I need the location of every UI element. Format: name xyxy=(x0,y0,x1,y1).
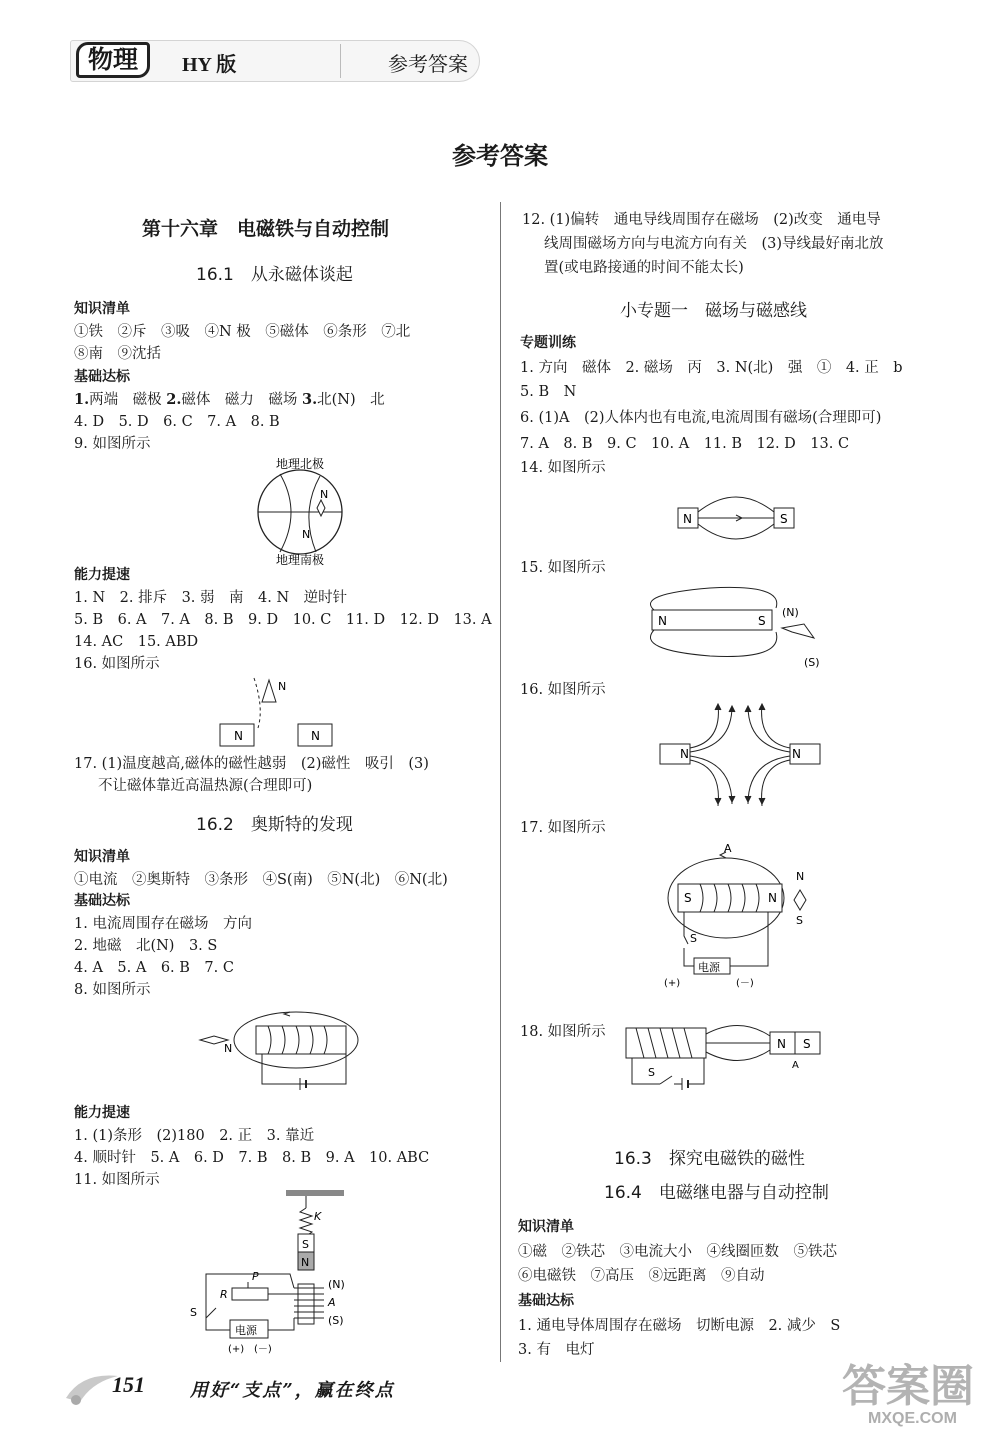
fig-label: S xyxy=(190,1306,197,1319)
fig-label: (N) xyxy=(782,606,799,619)
answer-line: 4. A 5. A 6. B 7. C xyxy=(74,960,234,976)
training-heading: 专题训练 xyxy=(520,335,576,351)
section-16-3-title: 16.3 探究电磁铁的磁性 xyxy=(614,1149,805,1169)
ability-heading: 能力提速 xyxy=(74,567,130,583)
figure-spring-circuit xyxy=(190,1190,370,1360)
figure-16-field xyxy=(660,702,830,812)
fig-label: S xyxy=(690,932,697,945)
q-number: 3. xyxy=(302,391,318,408)
answer-text: 两端 磁极 xyxy=(89,392,162,408)
answer-line: 3. 有 电灯 xyxy=(518,1342,595,1358)
fig-label: S xyxy=(758,614,766,628)
fig-label: 地理南极 xyxy=(275,553,325,567)
knowledge-list-heading: 知识清单 xyxy=(74,301,130,317)
answer-line xyxy=(74,388,385,409)
fig-label: (N) xyxy=(328,1278,345,1291)
fig-label: N xyxy=(311,729,320,743)
fig-label: N xyxy=(796,870,805,883)
fig-label: N xyxy=(658,614,667,628)
fig-label: A xyxy=(724,842,732,855)
section-16-2-title: 16.2 奥斯特的发现 xyxy=(196,815,353,835)
answer-line: 17. 如图所示 xyxy=(520,820,606,836)
fig-label: N xyxy=(301,1256,310,1269)
answer-line: 4. 顺时针 5. A 6. D 7. B 8. B 9. A 10. ABC xyxy=(74,1150,430,1166)
fig-label: S xyxy=(780,512,788,526)
answer-line: 6. (1)A (2)人体内也有电流,电流周围有磁场(合理即可) xyxy=(520,410,882,426)
fig-label: (－) xyxy=(736,978,754,989)
fig-label: S xyxy=(684,891,692,905)
figure-17-circuit xyxy=(660,840,820,990)
q-number: 1. xyxy=(74,391,90,408)
fig-label: 地理北极 xyxy=(275,457,325,471)
answer-line: 1. 电流周围存在磁场 方向 xyxy=(74,916,252,932)
footer-slogan: 用好“支点”，赢在终点 xyxy=(190,1380,395,1401)
fig-label: N xyxy=(680,747,689,761)
fig-label: N xyxy=(768,891,777,905)
answer-line: 1. 方向 磁体 2. 磁场 丙 3. N(北) 强 ① 4. 正 b xyxy=(520,360,903,376)
answer-text: 磁体 磁力 磁场 xyxy=(181,392,298,408)
fig-label: 电源 xyxy=(698,961,720,974)
ability-heading: 能力提速 xyxy=(74,1105,130,1121)
figure-15-field xyxy=(632,580,822,670)
q-number: 2. xyxy=(166,391,182,408)
answer-line: 12. (1)偏转 通电导线周围存在磁场 (2)改变 通电导 xyxy=(522,212,881,228)
topic1-title: 小专题一 磁场与磁感线 xyxy=(620,301,807,321)
knowledge-list-heading: 知识清单 xyxy=(74,849,130,865)
answer-line: 17. (1)温度越高,磁体的磁性越弱 (2)磁性 吸引 (3) xyxy=(74,756,429,772)
fig-label: R xyxy=(220,1288,228,1301)
fig-label: P xyxy=(252,1270,259,1283)
column-divider xyxy=(500,202,501,1362)
figure-solenoid xyxy=(198,1000,378,1092)
fig-label: S xyxy=(648,1066,655,1079)
fig-label: N xyxy=(777,1037,786,1051)
fig-label: N xyxy=(224,1042,233,1055)
header-divider xyxy=(340,44,341,78)
chapter-title: 第十六章 电磁铁与自动控制 xyxy=(142,218,390,240)
answer-line: 14. AC 15. ABD xyxy=(74,634,199,650)
figure-18-circuit xyxy=(620,1022,830,1102)
answer-line: 不让磁体靠近高温热源(合理即可) xyxy=(98,778,313,794)
answer-line: ①磁 ②铁芯 ③电流大小 ④线圈匝数 ⑤铁芯 xyxy=(518,1244,837,1260)
answer-line: 8. 如图所示 xyxy=(74,982,151,998)
fig-label: 电源 xyxy=(235,1324,257,1337)
page-title: 参考答案 xyxy=(452,142,548,170)
answer-line: 1. 通电导体周围存在磁场 切断电源 2. 减少 S xyxy=(518,1318,841,1334)
answer-line: 1. (1)条形 (2)180 2. 正 3. 靠近 xyxy=(74,1128,315,1144)
answer-line: 4. D 5. D 6. C 7. A 8. B xyxy=(74,414,280,430)
answer-line: 5. B 6. A 7. A 8. B 9. D 10. C 11. D 12. D 13. A xyxy=(74,612,492,628)
section-16-1-title: 16.1 从永磁体谈起 xyxy=(196,265,353,285)
watermark xyxy=(820,1340,1000,1440)
knowledge-list-heading: 知识清单 xyxy=(518,1219,574,1235)
fig-label: N xyxy=(278,680,287,693)
figure-14-field xyxy=(678,488,798,548)
answer-line: 2. 地磁 北(N) 3. S xyxy=(74,938,218,954)
figure-globe xyxy=(240,454,360,567)
fig-label: (S) xyxy=(328,1314,344,1327)
answer-line: 16. 如图所示 xyxy=(74,656,160,672)
answer-line: ⑥电磁铁 ⑦高压 ⑧远距离 ⑨自动 xyxy=(518,1268,765,1284)
basic-heading: 基础达标 xyxy=(74,369,130,385)
answer-line: 15. 如图所示 xyxy=(520,560,606,576)
fig-label: K xyxy=(314,1210,322,1223)
answer-line: 18. 如图所示 xyxy=(520,1024,606,1040)
answer-line: 16. 如图所示 xyxy=(520,682,606,698)
watermark-logo: 答案圈 xyxy=(842,1361,974,1412)
answer-line: 11. 如图所示 xyxy=(74,1172,160,1188)
answer-line: 5. B N xyxy=(520,384,577,400)
answer-line: 线周围磁场方向与电流方向有关 (3)导线最好南北放 xyxy=(544,236,884,252)
answer-line: 1. N 2. 排斥 3. 弱 南 4. N 逆时针 xyxy=(74,590,348,606)
figure-magnets-compass xyxy=(220,674,350,750)
fig-label: (+) xyxy=(228,1344,245,1355)
answer-line: 7. A 8. B 9. C 10. A 11. B 12. D 13. C xyxy=(520,436,850,452)
page-header xyxy=(70,40,480,82)
answer-line: 14. 如图所示 xyxy=(520,460,606,476)
fig-label: S xyxy=(803,1037,811,1051)
fig-label: A xyxy=(792,1060,799,1071)
answer-text: 北(N) 北 xyxy=(317,392,385,408)
fig-label: N xyxy=(792,747,801,761)
section-16-4-title: 16.4 电磁继电器与自动控制 xyxy=(604,1183,829,1203)
answer-line: ⑧南 ⑨沈括 xyxy=(74,346,161,362)
fig-label: A xyxy=(328,1296,336,1309)
fig-label: N xyxy=(683,512,692,526)
basic-heading: 基础达标 xyxy=(518,1293,574,1309)
fig-label: N xyxy=(320,488,329,501)
fig-label: (－) xyxy=(254,1344,272,1355)
subject-badge: 物理 xyxy=(76,42,150,78)
fig-label: S xyxy=(796,914,803,927)
answer-line: ①电流 ②奥斯特 ③条形 ④S(南) ⑤N(北) ⑥N(北) xyxy=(74,872,448,888)
fig-label: (+) xyxy=(664,978,681,989)
header-section-title: 参考答案 xyxy=(388,52,468,76)
fig-label: N xyxy=(234,729,243,743)
page-number: 151 xyxy=(112,1372,145,1397)
fig-label: (S) xyxy=(804,656,820,669)
watermark-url: MXQE.COM xyxy=(868,1410,957,1427)
fig-label: S xyxy=(302,1238,309,1251)
answer-line: 置(或电路接通的时间不能太长) xyxy=(544,260,744,276)
basic-heading: 基础达标 xyxy=(74,893,130,909)
edition-label: HY 版 xyxy=(182,54,237,76)
answer-line: 9. 如图所示 xyxy=(74,436,151,452)
answer-line: ①铁 ②斥 ③吸 ④N 极 ⑤磁体 ⑥条形 ⑦北 xyxy=(74,324,411,340)
fig-label: N xyxy=(302,528,311,541)
